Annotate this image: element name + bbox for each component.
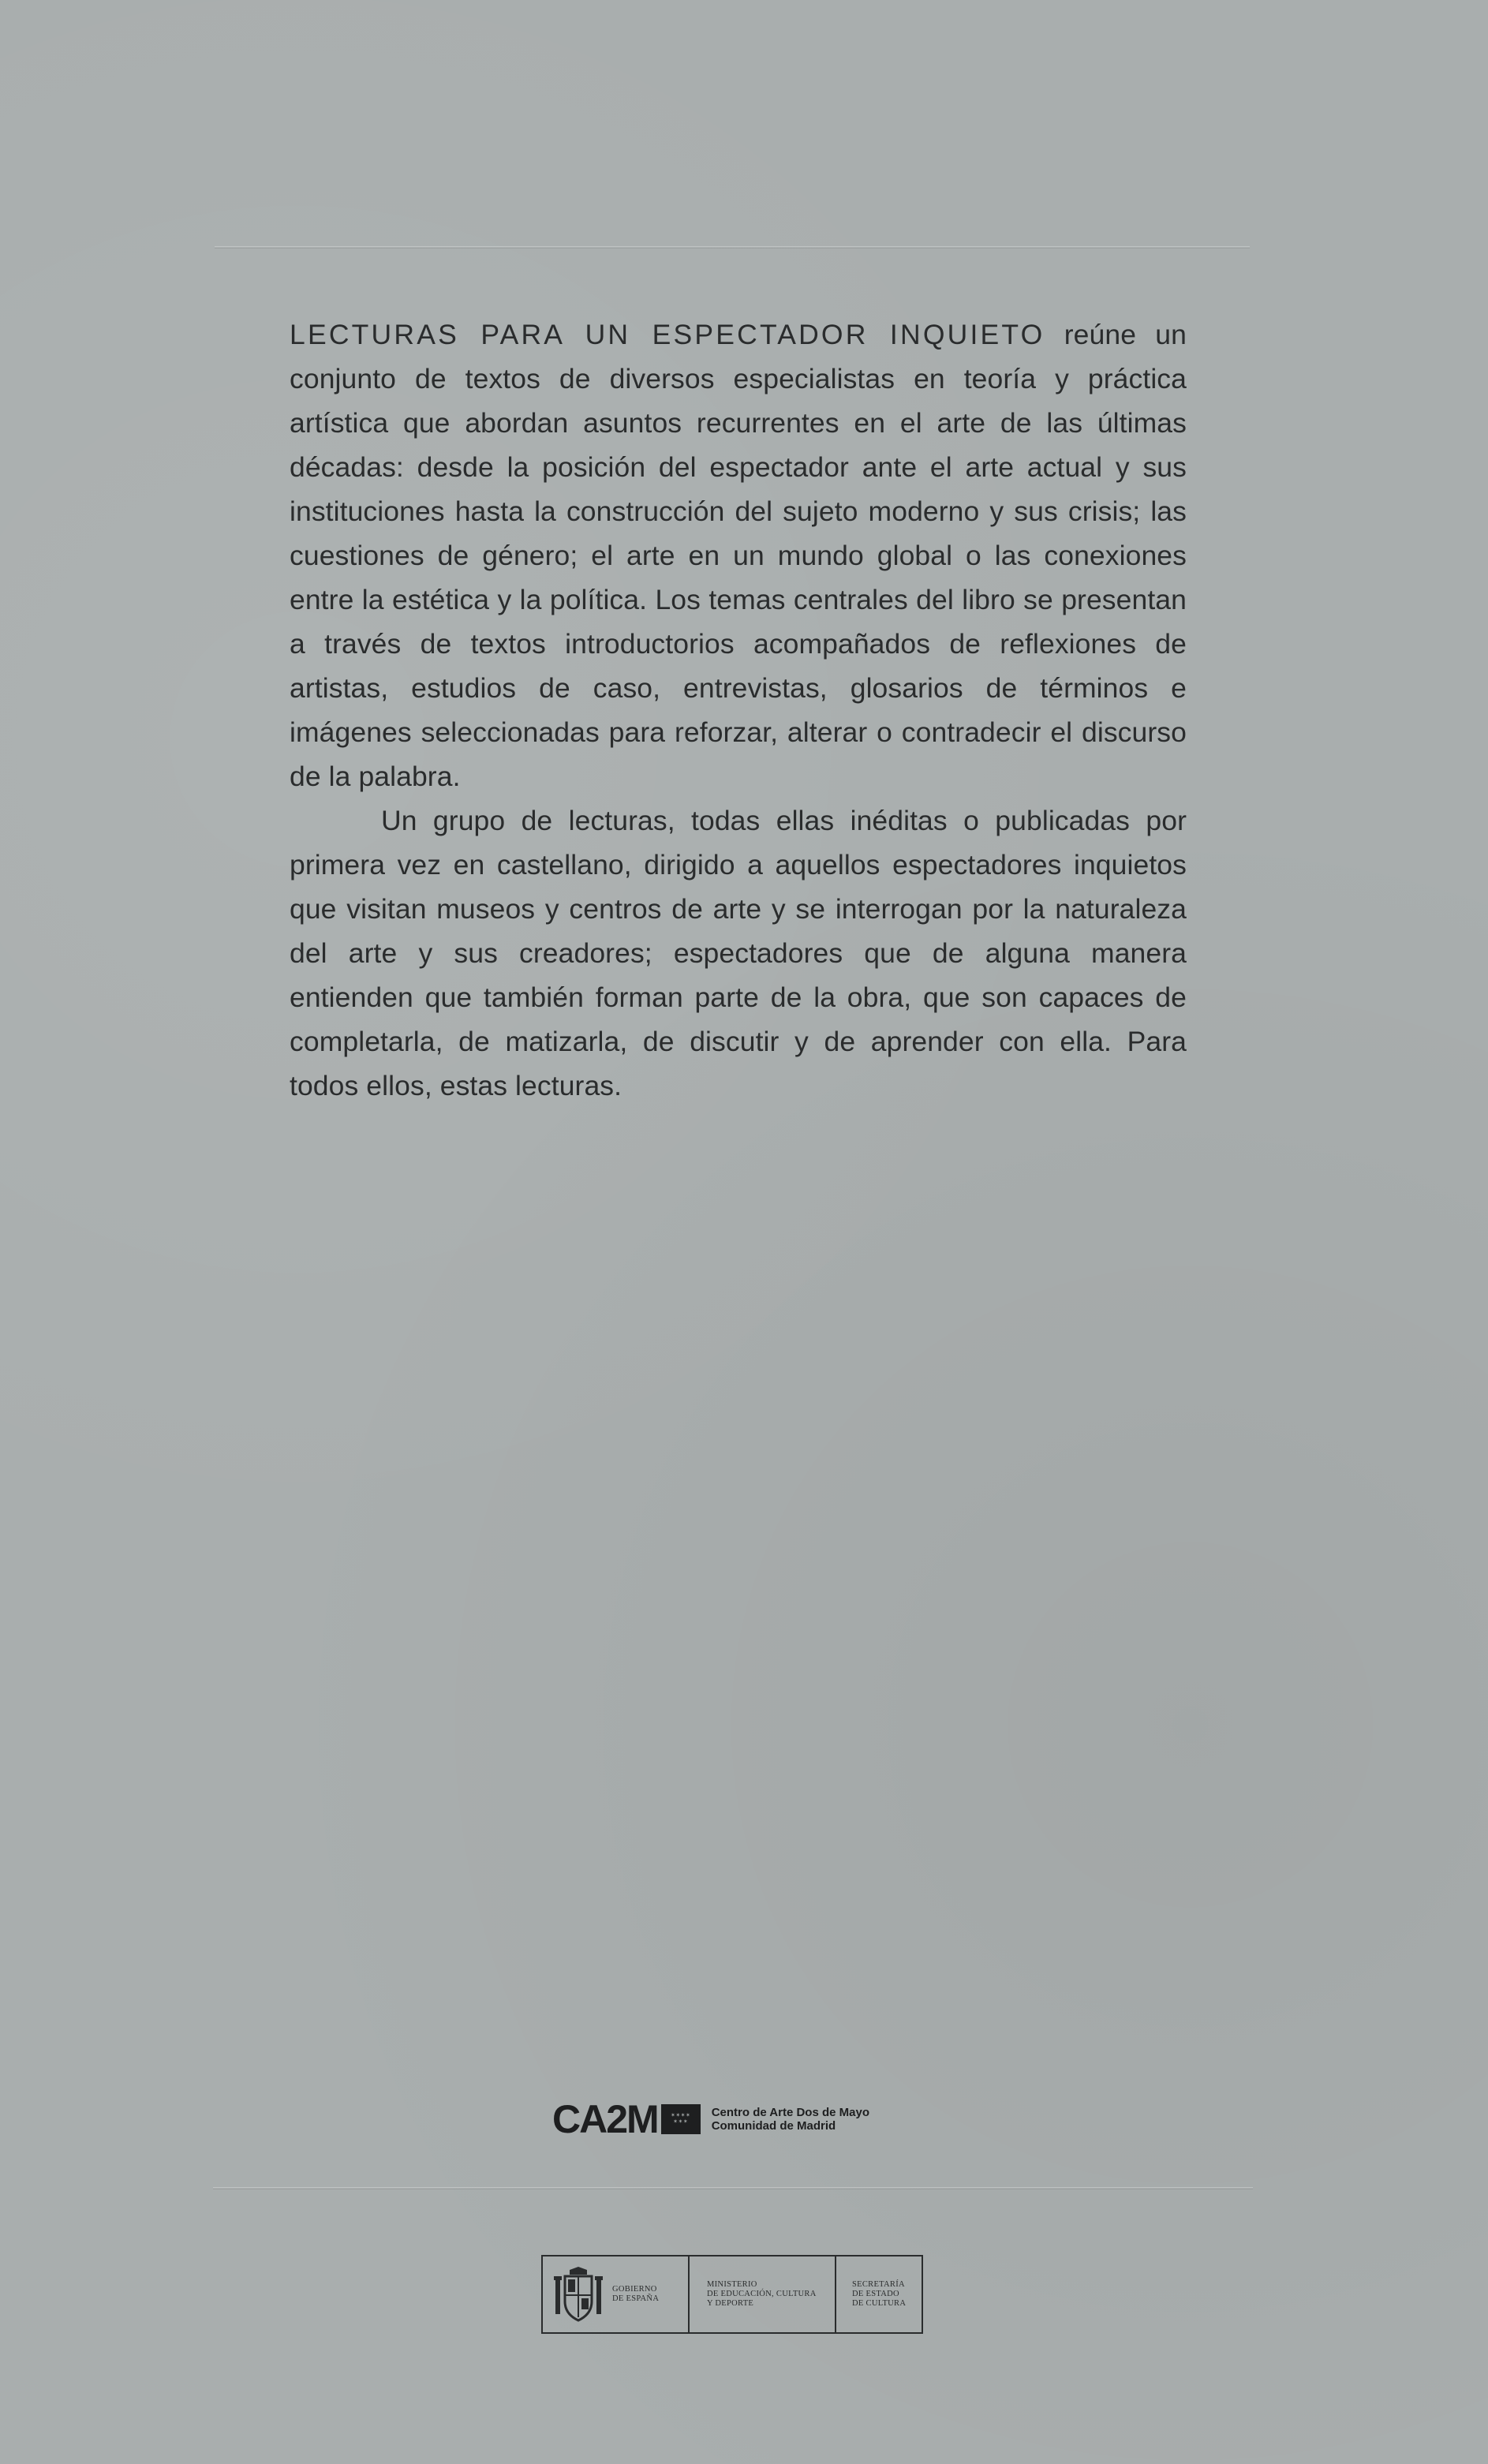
comunidad-de-madrid-flag-icon: ✶✶✶✶ ✶✶✶ [661, 2104, 701, 2134]
gobierno-line-1: GOBIERNO [612, 2285, 657, 2294]
secretaria-text [852, 2280, 906, 2309]
secretaria-line-1: SECRETARÍA [852, 2280, 905, 2289]
ca2m-logo [552, 2097, 869, 2141]
blurb-paragraph-1-text: reúne un conjunto de textos de diversos especialistas en teoría y práctica artística que abordan asuntos recurrentes en el arte de las últimas décadas: desde la posición del espectador ante el arte actual y sus instituciones hasta la construcción del sujeto moderno y sus crisis; las cuestiones de género; el arte en un mundo global o las conexiones entre la estética y la política. Los temas centrales del libro se presentan a través de textos introductorios acompañados de reflexiones de artistas, estudios de caso, entrevistas, glosarios de términos e imágenes seleccionadas para reforzar, alterar o contradecir el discurso de la palabra. [290, 319, 1187, 792]
blurb [290, 312, 1187, 1108]
ministerio-line-3: Y DEPORTE [707, 2299, 754, 2308]
secretaria-line-3: DE CULTURA [852, 2299, 907, 2308]
ca2m-wordmark: CA2M [552, 2097, 658, 2141]
gobierno-text [612, 2285, 659, 2304]
secretaria-line-2: DE ESTADO [852, 2290, 899, 2298]
blurb-paragraph-1 [290, 312, 1187, 798]
ca2m-subtitle-line-1: Centro de Arte Dos de Mayo [711, 2106, 869, 2119]
gobierno-line-2: DE ESPAÑA [612, 2294, 660, 2303]
blurb-paragraph-2: Un grupo de lecturas, todas ellas inéditas o publicadas por primera vez en castellano, dirigido a aquellos espectadores inquietos que visitan museos y centros de arte y se interrogan por la naturaleza del arte y sus creadores; espectadores que de alguna manera entienden que también forman parte de la obra, que son capaces de completarla, de matizarla, de discutir y de aprender con ella. Para todos ellos, estas lecturas. [290, 805, 1187, 1101]
embossed-rule-bottom [213, 2187, 1253, 2189]
ministerio-text [707, 2280, 817, 2309]
book-title-caps: LECTURAS PARA UN ESPECTADOR INQUIETO [290, 319, 1045, 350]
embossed-rule-top [215, 246, 1250, 249]
gobierno-cell [543, 2256, 690, 2332]
ca2m-subtitle [712, 2106, 869, 2133]
ministerio-line-1: MINISTERIO [707, 2280, 757, 2289]
spanish-coat-of-arms-icon [554, 2265, 603, 2324]
government-logo [541, 2255, 923, 2334]
ministerio-line-2: DE EDUCACIÓN, CULTURA [707, 2290, 817, 2298]
ca2m-subtitle-line-2: Comunidad de Madrid [711, 2119, 836, 2133]
secretaria-cell [836, 2256, 922, 2332]
ministerio-cell [690, 2256, 836, 2332]
